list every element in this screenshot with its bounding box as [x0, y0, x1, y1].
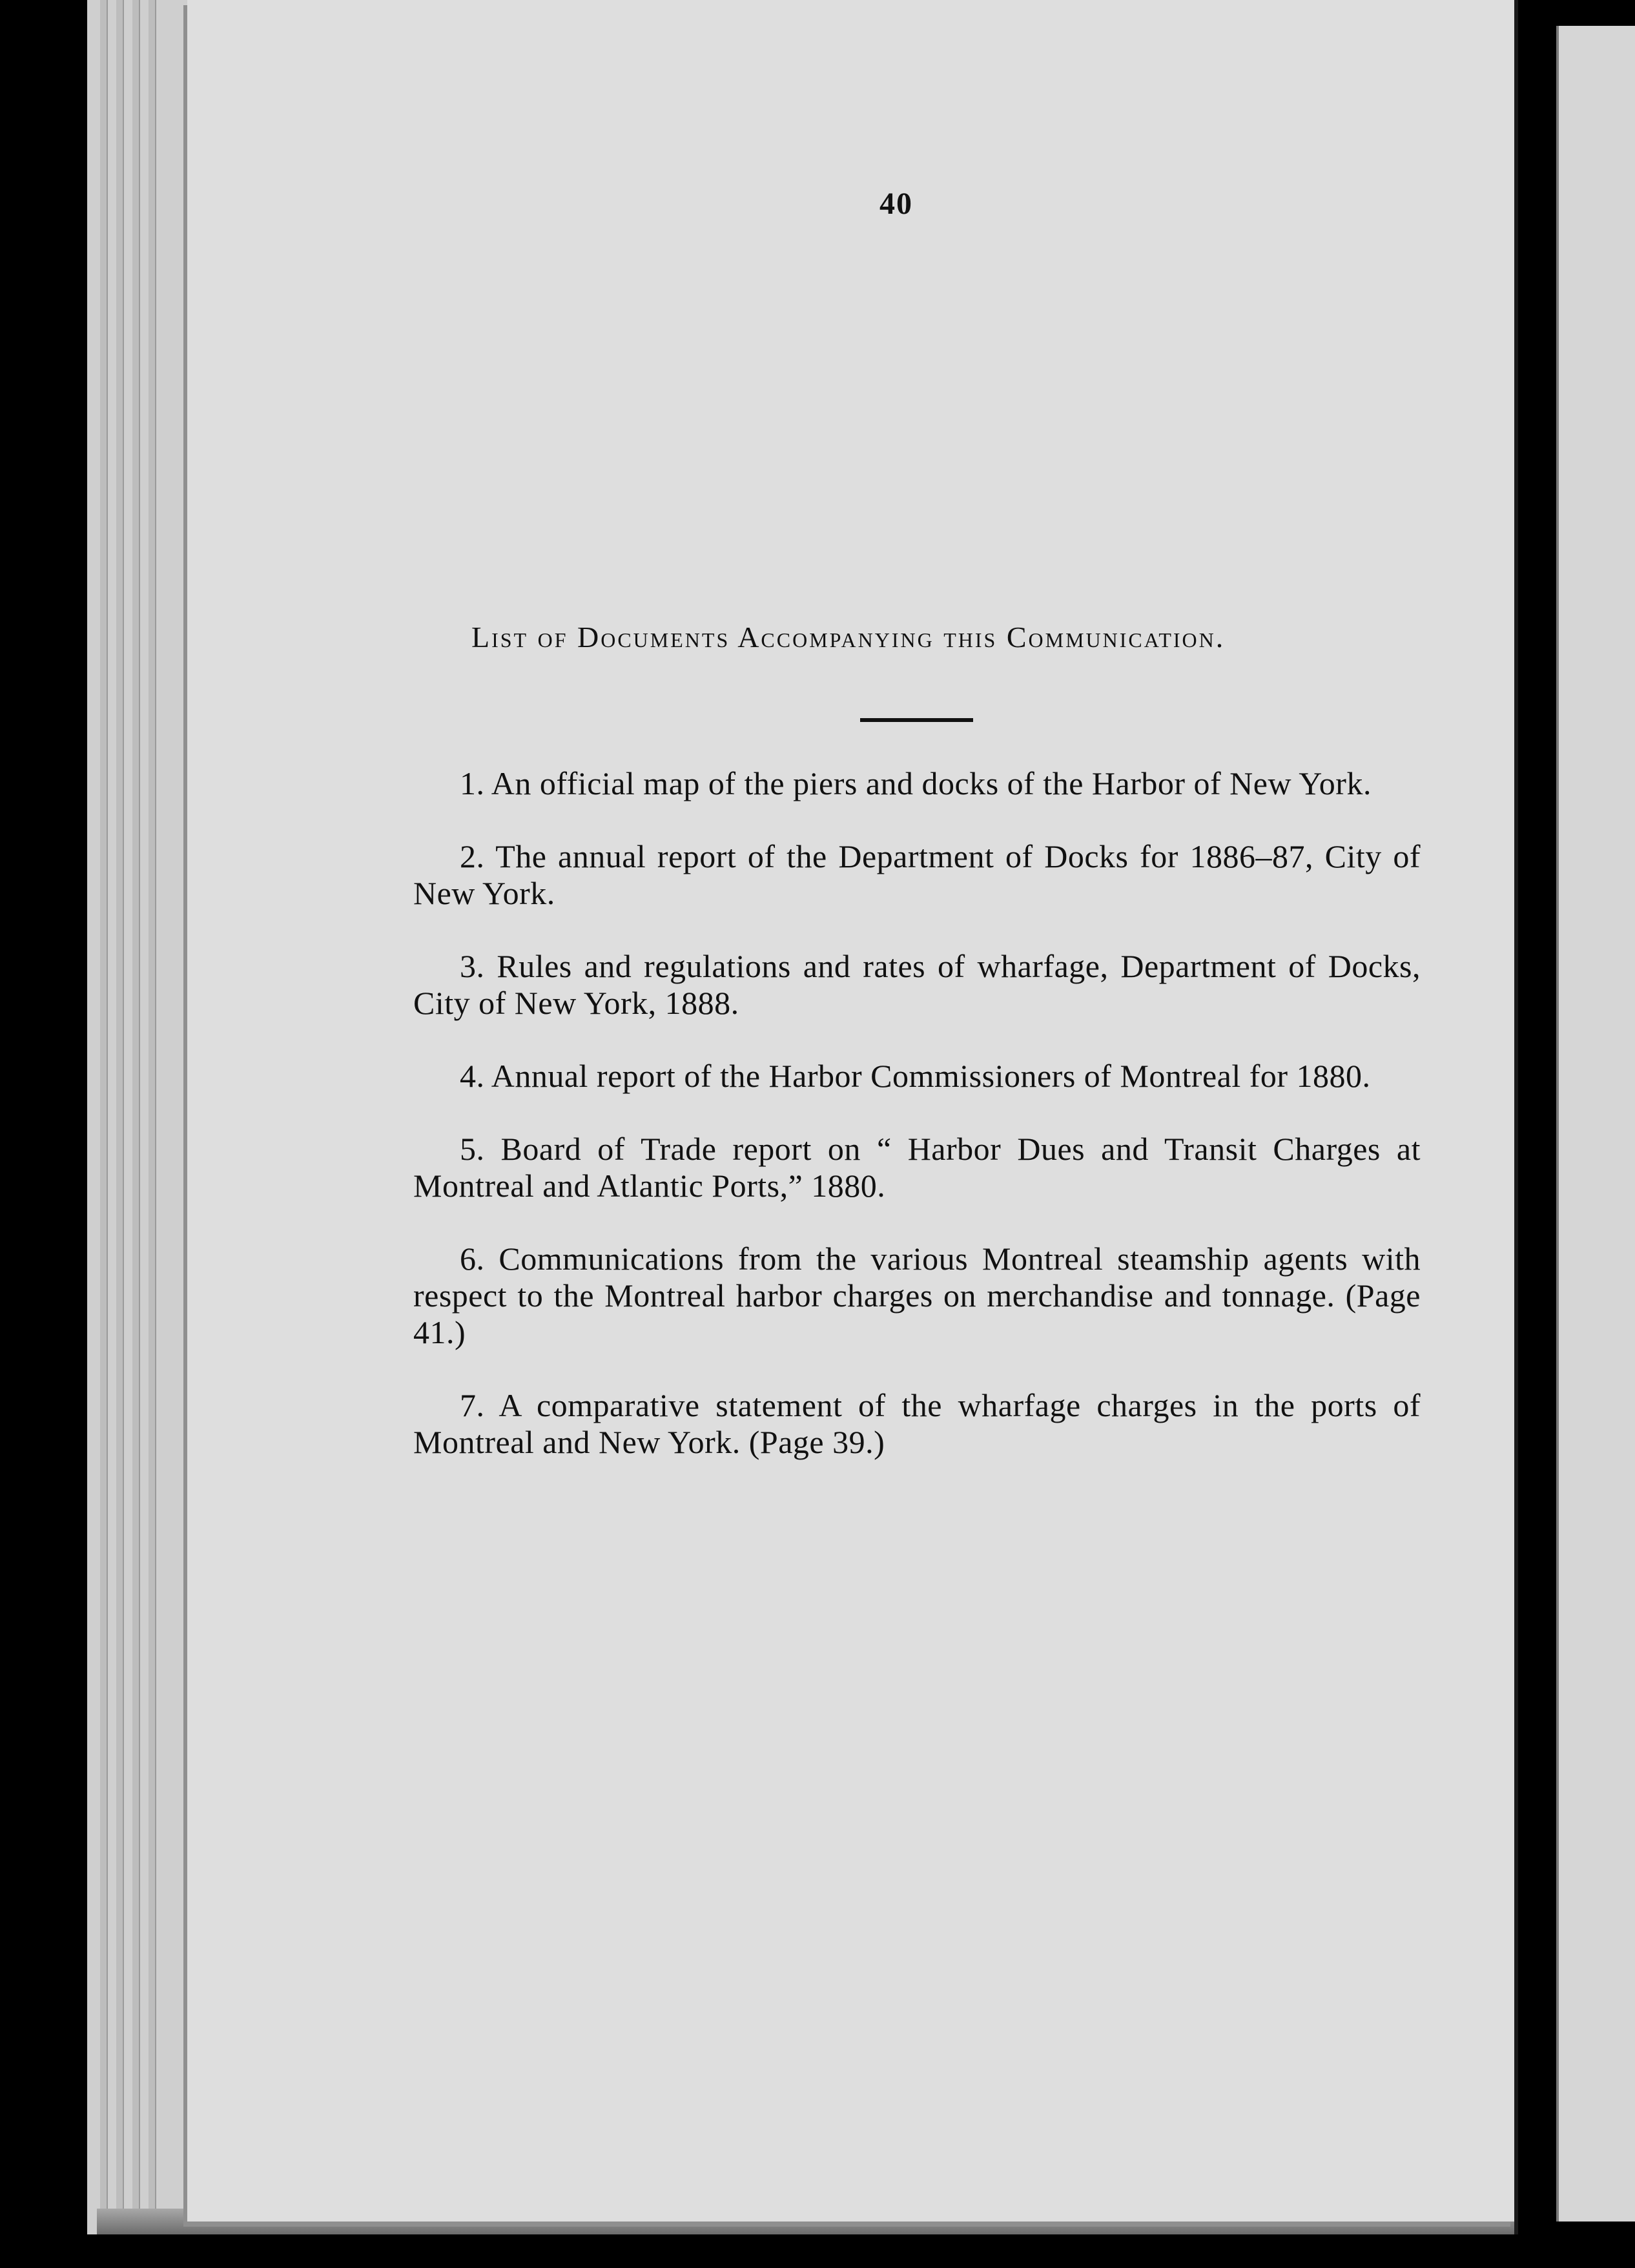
documents-list — [413, 765, 1421, 1497]
facing-page-edge — [1556, 26, 1635, 2222]
page-edge — [100, 0, 108, 2209]
list-item: 3. Rules and regulations and rates of wharfage, Department of Docks, City of New York, 1888. — [413, 948, 1421, 1021]
list-item: 7. A comparative statement of the wharfage charges in the ports of Montreal and New York. (Page 39.) — [413, 1387, 1421, 1460]
heading-divider — [860, 718, 973, 722]
page-edge — [149, 0, 156, 2209]
list-item: 5. Board of Trade report on “ Harbor Dues and Transit Charges at Montreal and Atlantic Ports,” 1880. — [413, 1131, 1421, 1204]
list-item: 4. Annual report of the Harbor Commissioners of Montreal for 1880. — [460, 1058, 1371, 1094]
page-edge — [132, 0, 140, 2209]
section-heading: List of Documents Accompanying this Communication. — [471, 621, 1226, 654]
list-item: 1. An official map of the piers and docks of the Harbor of New York. — [460, 765, 1372, 801]
list-item: 6. Communications from the various Montreal steamship agents with respect to the Montreal harbor charges on merchandise and tonnage. (Page 41.) — [413, 1241, 1421, 1350]
page-number: 40 — [879, 187, 913, 221]
list-item: 2. The annual report of the Department of Docks for 1886–87, City of New York. — [413, 838, 1421, 911]
page-edge — [116, 0, 124, 2209]
